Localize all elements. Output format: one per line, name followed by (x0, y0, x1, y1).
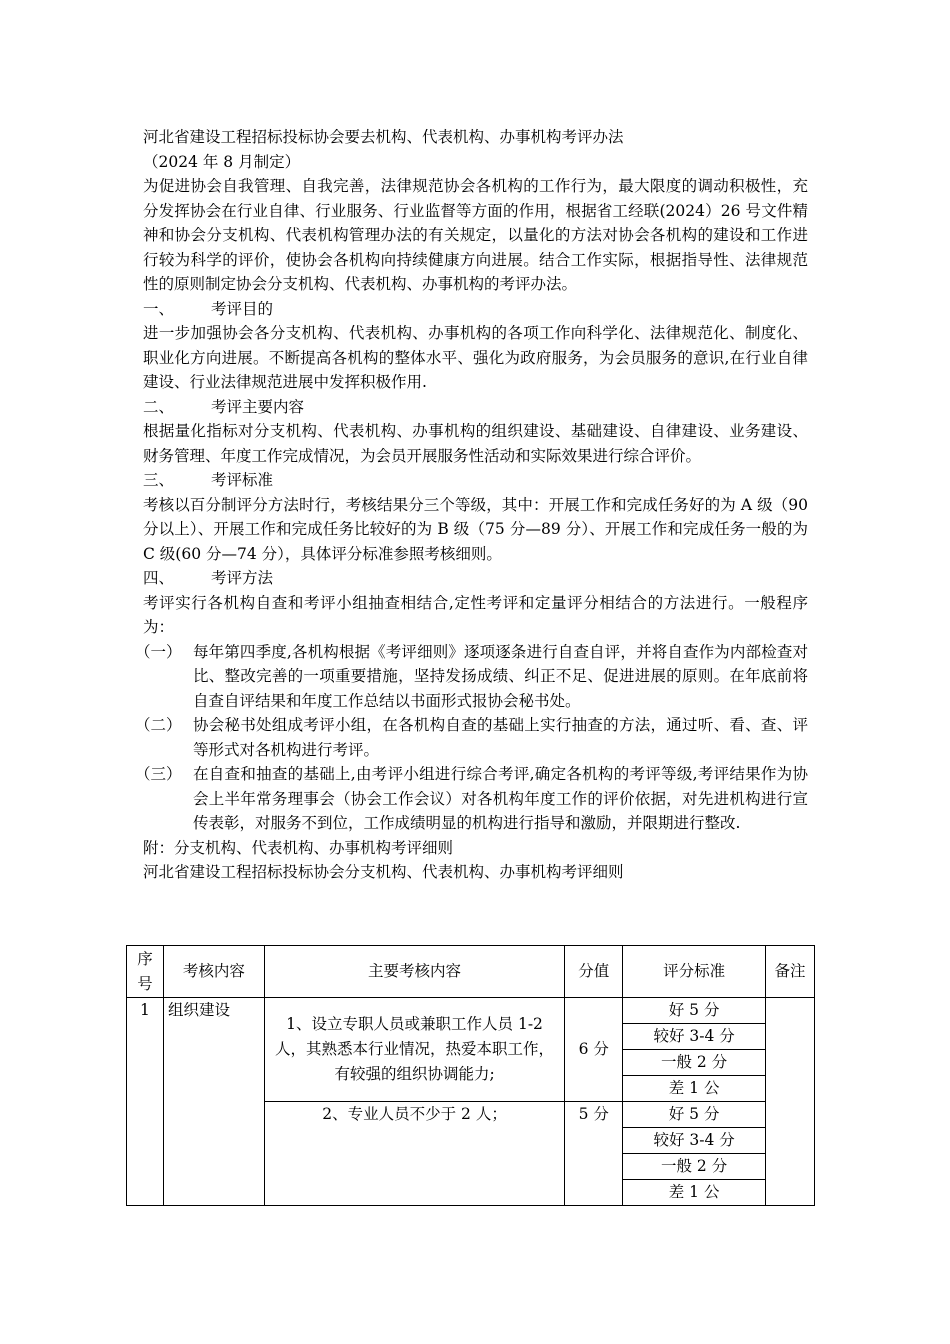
doc-title: 河北省建设工程招标投标协会要去机构、代表机构、办事机构考评办法 (143, 128, 624, 146)
content-1: 1、设立专职人员或兼职工作人员 1-2 人，其熟悉本行业情况，热爱本职工作，有较强的组织协调能力; (264, 998, 565, 1102)
grade-2-average: 一般 2 分 (623, 1154, 766, 1180)
intro-paragraph: 为促进协会自我管理、自我完善，法律规范协会各机构的工作行为，最大限度的调动积极性，充分发挥协会在行业自律、行业服务、行业监督等方面的作用，根据省工经联(2024）26 号文件精神和协会分支机构、代表机构管理办法的有关规定，以量化的方法对协会各机构的建设和工作进行较为科学的评价，使协会各机构向持续健康方向进展。结合工作实际，根据指导性、法律规范性的原则制定协会分支机构、代表机构、办事机构的考评办法。 (143, 177, 808, 293)
appendix-note: 附：分支机构、代表机构、办事机构考评细则 (143, 838, 454, 857)
evaluation-table (126, 945, 815, 1206)
grade-2-poor: 差 1 公 (623, 1180, 766, 1206)
procedure-step-1: （一） 每年第四季度,各机构根据《考评细则》逐项逐条进行自查自评，并将自查作为内部检查对比、整改完善的一项重要措施，坚持发扬成绩、纠正不足、促进进展的原则。在年底前将自查自评结果和年度工作总结以书面形式报协会秘书处。 (135, 642, 808, 710)
header-content: 主要考核内容 (264, 946, 565, 998)
section-heading-3: 三、 考评标准 (143, 471, 274, 489)
grade-1-poor: 差 1 公 (623, 1076, 766, 1102)
document-body (135, 125, 808, 885)
row-no: 1 (127, 998, 164, 1206)
header-no: 序号 (127, 946, 164, 998)
header-score: 分值 (565, 946, 623, 998)
section-body-2: 根据量化指标对分支机构、代表机构、办事机构的组织建设、基础建设、自律建设、业务建设、财务管理、年度工作完成情况，为会员开展服务性活动和实际效果进行综合评价。 (143, 422, 808, 465)
table-row (127, 998, 815, 1024)
grade-1-good: 好 5 分 (623, 998, 766, 1024)
section-body-3: 考核以百分制评分方法时行，考核结果分三个等级，其中：开展工作和完成任务好的为 A 级（90 分以上）、开展工作和完成任务比较好的为 B 级（75 分—89 分）、开展工作和完成任务一般的为 C 级(60 分—74 分），具体评分标准参照考核细则。 (143, 495, 808, 563)
header-item: 考核内容 (163, 946, 264, 998)
score-1: 6 分 (565, 998, 623, 1102)
section-heading-1: 一、 考评目的 (143, 299, 274, 318)
section-heading-2: 二、 考评主要内容 (143, 397, 305, 416)
section-heading-4: 四、 考评方法 (143, 569, 274, 587)
section-body-1: 进一步加强协会各分支机构、代表机构、办事机构的各项工作向科学化、法律规范化、制度化、职业化方向进展。不断提高各机构的整体水平、强化为政府服务，为会员服务的意识,在行业自律建设、行业法律规范进展中发挥积极作用. (143, 324, 808, 391)
content-2: 2、专业人员不少于 2 人； (264, 1102, 565, 1206)
row-item: 组织建设 (163, 998, 264, 1206)
header-criteria: 评分标准 (623, 946, 766, 998)
doc-date: （2024 年 8 月制定） (143, 152, 301, 171)
procedure-step-3: （三） 在自查和抽查的基础上,由考评小组进行综合考评,确定各机构的考评等级,考评结果作为协会上半年常务理事会（协会工作会议）对各机构年度工作的评价依据，对先进机构进行宣传表彰，对服务不到位，工作成绩明显的机构进行指导和激励，并限期进行整改. (135, 765, 808, 832)
grade-2-good: 好 5 分 (623, 1102, 766, 1128)
section-body-4: 考评实行各机构自查和考评小组抽查相结合,定性考评和定量评分相结合的方法进行。一般程序为： (143, 593, 808, 636)
grade-2-fair: 较好 3-4 分 (623, 1128, 766, 1154)
header-note: 备注 (766, 946, 815, 998)
note-cell (766, 998, 815, 1206)
table-title: 河北省建设工程招标投标协会分支机构、代表机构、办事机构考评细则 (143, 863, 624, 881)
grade-1-fair: 较好 3-4 分 (623, 1024, 766, 1050)
score-2: 5 分 (565, 1102, 623, 1206)
table-header-row (127, 946, 815, 998)
procedure-step-2: （二） 协会秘书处组成考评小组，在各机构自查的基础上实行抽查的方法，通过听、看、查、评等形式对各机构进行考评。 (135, 716, 808, 759)
grade-1-average: 一般 2 分 (623, 1050, 766, 1076)
